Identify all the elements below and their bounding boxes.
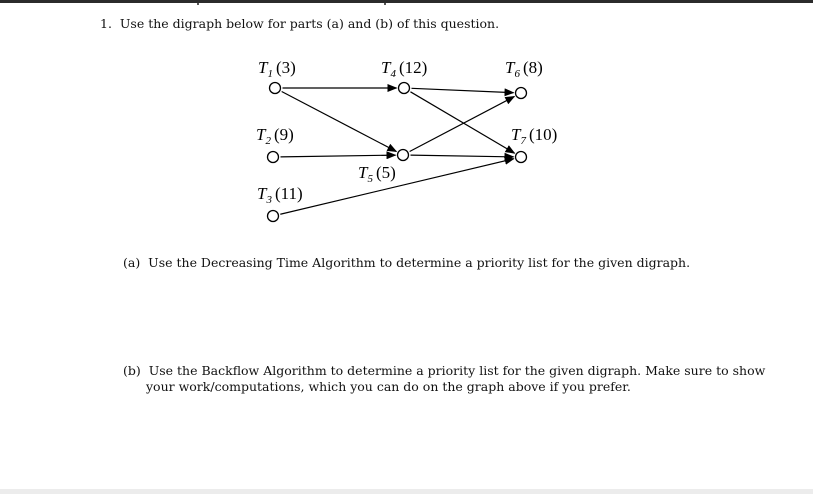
bottom-edge bbox=[0, 489, 813, 494]
edge-t3-t7 bbox=[280, 159, 513, 215]
part-b-label: (b) bbox=[123, 363, 141, 378]
digraph-nodes bbox=[268, 83, 527, 222]
node-label-t2: $T_2$ (9) bbox=[256, 125, 294, 147]
part-b-text-line1: Use the Backflow Algorithm to determine a priority list for the given digraph. Make sure to show bbox=[148, 363, 766, 378]
node-label-t3: $T_3$ (11) bbox=[257, 184, 303, 206]
part-b bbox=[123, 363, 765, 379]
digraph-edges bbox=[280, 88, 514, 214]
node-label-t6: $T_6$ (8) bbox=[505, 58, 543, 80]
node-label-t5: $T_5$ (5) bbox=[358, 163, 396, 185]
node-t3 bbox=[268, 211, 279, 222]
part-a-label: (a) bbox=[123, 255, 141, 270]
part-a-text: Use the Decreasing Time Algorithm to determine a priority list for the given digraph. bbox=[148, 255, 691, 270]
question-number: 1. bbox=[100, 16, 112, 31]
part-a bbox=[123, 255, 690, 271]
edge-t4-t7 bbox=[410, 92, 514, 153]
node-t1 bbox=[270, 83, 281, 94]
part-b-text-line2: your work/computations, which you can do on the graph above if you prefer. bbox=[146, 379, 631, 394]
edge-t4-t6 bbox=[411, 88, 513, 92]
node-t7 bbox=[516, 152, 527, 163]
edge-t2-t5 bbox=[280, 155, 395, 157]
node-label-t1: $T_1$ (3) bbox=[258, 58, 296, 80]
node-label-t7: $T_7$ (10) bbox=[511, 125, 558, 147]
node-t2 bbox=[268, 152, 279, 163]
node-label-t4: $T_4$ (12) bbox=[381, 58, 428, 80]
node-t5 bbox=[398, 150, 409, 161]
question-intro: Use the digraph below for parts (a) and (b) of this question. bbox=[119, 16, 500, 31]
edge-t5-t7 bbox=[410, 155, 513, 157]
edge-t1-t5 bbox=[282, 91, 397, 151]
node-t4 bbox=[399, 83, 410, 94]
node-t6 bbox=[516, 88, 527, 99]
